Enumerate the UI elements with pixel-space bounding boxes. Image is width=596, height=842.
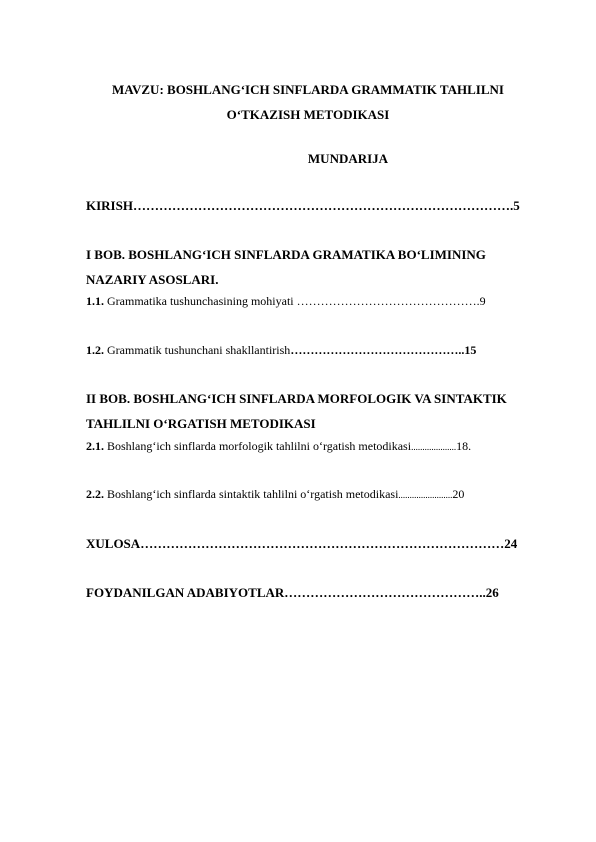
- toc-page-number: 20: [452, 487, 465, 501]
- toc-leader-dots: ……………………………………….: [293, 294, 480, 308]
- toc-entry-conclusion[interactable]: [86, 536, 552, 552]
- toc-page-number: 18.: [456, 439, 472, 453]
- toc-section-label: Grammatika tushunchasining mohiyati: [107, 294, 294, 308]
- toc-chapter-1-title-line-2[interactable]: NAZARIY ASOSLARI.: [86, 272, 219, 287]
- toc-leader-dots: …………………………………………………………………………: [140, 536, 505, 551]
- toc-entry-references[interactable]: [86, 585, 552, 601]
- toc-section-number: 1.1.: [86, 294, 104, 308]
- toc-entry-intro[interactable]: [86, 198, 552, 214]
- toc-leader-dots: …………………………………………………………………………….: [132, 198, 514, 213]
- toc-section-label: Grammatik tushunchani shakllantirish: [107, 343, 291, 357]
- toc-section-1-2[interactable]: [86, 343, 552, 358]
- toc-chapter-2-title-line-1[interactable]: II BOB. BOSHLANG‘ICH SINFLARDA MORFOLOGIK VA SINTAKTIK: [86, 391, 507, 406]
- toc-leader-dots: ………………………………………..: [284, 585, 486, 600]
- toc-entry-label: XULOSA: [86, 536, 141, 551]
- toc-entry-label: KIRISH: [86, 198, 133, 213]
- toc-page-number: 15: [464, 343, 477, 357]
- toc-page-number: 24: [504, 536, 518, 551]
- toc-chapter-1-title-line-1[interactable]: I BOB. BOSHLANG‘ICH SINFLARDA GRAMATIKA BO‘LIMINING: [86, 247, 486, 262]
- toc-section-label: Boshlang‘ich sinflarda sintaktik tahlilni o‘rgatish metodikasi: [107, 487, 399, 501]
- toc-page-number: 9: [479, 294, 486, 308]
- document-title-line-1: MAVZU: BOSHLANG‘ICH SINFLARDA GRAMMATIK TAHLILNI: [112, 82, 504, 97]
- toc-leader-dots: ........................: [398, 490, 453, 500]
- toc-chapter-2-title-line-2[interactable]: TAHLILNI O‘RGATISH METODIKASI: [86, 416, 316, 431]
- document-title-line-2: O‘TKAZISH METODIKASI: [226, 107, 390, 122]
- toc-section-label: Boshlang‘ich sinflarda morfologik tahlilni o‘rgatish metodikasi: [107, 439, 412, 453]
- toc-page-number: 26: [485, 585, 499, 600]
- toc-section-number: 2.1.: [86, 439, 104, 453]
- toc-section-2-2[interactable]: [86, 487, 552, 503]
- toc-section-2-1[interactable]: [86, 439, 552, 455]
- toc-entry-label: FOYDANILGAN ADABIYOTLAR: [86, 585, 285, 600]
- contents-heading: MUNDARIJA: [307, 151, 389, 166]
- toc-section-1-1[interactable]: [86, 294, 552, 309]
- toc-section-number: 2.2.: [86, 487, 104, 501]
- toc-page-number: 5: [513, 198, 520, 213]
- toc-leader-dots: ....................: [411, 442, 457, 452]
- toc-leader-dots: ……………………………………..: [290, 343, 465, 357]
- toc-section-number: 1.2.: [86, 343, 104, 357]
